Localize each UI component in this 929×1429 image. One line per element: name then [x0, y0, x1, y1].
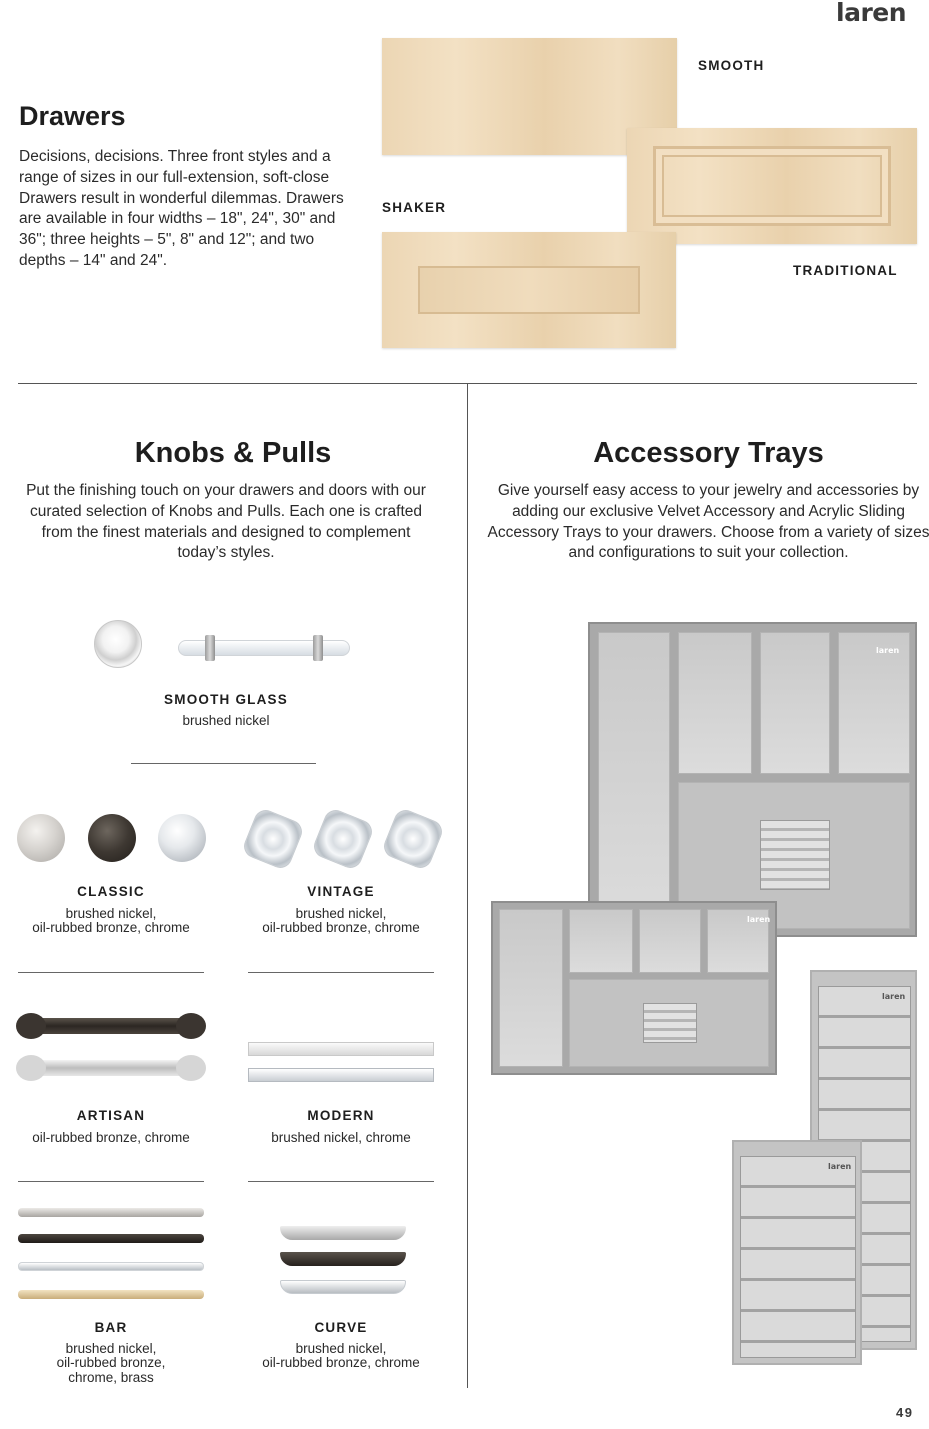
traditional-drawer-front-image [627, 128, 917, 244]
smooth-label: SMOOTH [698, 58, 765, 73]
vintage-finishes-line2: oil-rubbed bronze, chrome [262, 920, 420, 935]
product-divider [131, 763, 316, 764]
product-divider [248, 1181, 434, 1182]
artisan-name: ARTISAN [76, 1108, 146, 1123]
product-divider [248, 972, 434, 973]
large-velvet-tray-image: laren [588, 622, 917, 937]
bar-brass-pull-image [18, 1290, 204, 1299]
artisan-chrome-pull-image [18, 1060, 204, 1076]
vintage-nickel-knob-image [240, 806, 305, 871]
brand-logo: laren [836, 0, 907, 27]
page-number: 49 [896, 1405, 914, 1420]
shaker-label: SHAKER [382, 200, 447, 215]
smooth-glass-pull-image [178, 640, 350, 656]
shaker-drawer-front-image [382, 232, 676, 348]
traditional-label: TRADITIONAL [793, 263, 898, 278]
curve-name: CURVE [314, 1320, 368, 1335]
artisan-bronze-pull-image [18, 1018, 204, 1034]
bar-name: BAR [94, 1320, 128, 1335]
classic-name: CLASSIC [77, 884, 145, 899]
bar-nickel-pull-image [18, 1208, 204, 1217]
bar-finishes-line2: oil-rubbed bronze, [56, 1355, 166, 1370]
curve-finishes-line2: oil-rubbed bronze, chrome [262, 1355, 420, 1370]
modern-finishes: brushed nickel, chrome [271, 1130, 411, 1145]
bar-chrome-pull-image [18, 1262, 204, 1271]
vintage-finishes-line1: brushed nickel, [295, 906, 387, 921]
smooth-glass-finishes: brushed nickel [182, 713, 270, 728]
curve-chrome-pull-image [280, 1280, 406, 1294]
classic-chrome-knob-image [158, 814, 206, 862]
modern-chrome-pull-image [248, 1068, 434, 1082]
bar-finishes-line3: chrome, brass [68, 1370, 154, 1385]
smooth-glass-knob-image [94, 620, 142, 668]
classic-bronze-knob-image [88, 814, 136, 862]
accessory-trays-description: Give yourself easy access to your jewelry and accessories by adding our exclusive Velvet Accessory and Acrylic Sliding Accessory Trays to your drawers. Choose from a variety of sizes and configurations to suit your collection. [487, 482, 929, 562]
accessory-trays-heading: Accessory Trays [593, 437, 824, 469]
bar-bronze-pull-image [18, 1234, 204, 1243]
knobs-pulls-heading: Knobs & Pulls [134, 437, 332, 469]
modern-name: MODERN [307, 1108, 375, 1123]
curve-bronze-pull-image [280, 1252, 406, 1266]
small-acrylic-tray-image: laren [732, 1140, 862, 1365]
classic-finishes-line1: brushed nickel, [65, 906, 157, 921]
knobs-pulls-description: Put the finishing touch on your drawers and doors with our curated selection of Knobs and Pulls. Each one is crafted from the finest materials and designed to complement today’s styles. [26, 482, 426, 562]
curve-finishes-line1: brushed nickel, [295, 1341, 387, 1356]
product-divider [18, 972, 204, 973]
classic-finishes-line2: oil-rubbed bronze, chrome [32, 920, 190, 935]
drawers-description: Decisions, decisions. Three front styles and a range of sizes in our full-extension, soft-close Drawers result in wonderful dilemmas. Drawers are available in four widths – 18", 24", 30" and 36"; three heights – 5", 8" and 12"; and two depths – 14" and 24". [19, 148, 344, 269]
column-divider [467, 383, 468, 1388]
vintage-name: VINTAGE [307, 884, 375, 899]
artisan-finishes: oil-rubbed bronze, chrome [32, 1130, 190, 1145]
curve-nickel-pull-image [280, 1226, 406, 1240]
vintage-chrome-knob-image [380, 806, 445, 871]
vintage-bronze-knob-image [310, 806, 375, 871]
classic-nickel-knob-image [17, 814, 65, 862]
smooth-glass-name: SMOOTH GLASS [164, 692, 288, 707]
medium-velvet-tray-image: laren [491, 901, 777, 1075]
product-divider [18, 1181, 204, 1182]
bar-finishes-line1: brushed nickel, [65, 1341, 157, 1356]
modern-nickel-pull-image [248, 1042, 434, 1056]
tall-acrylic-tray-image: laren [810, 970, 917, 1350]
drawers-heading: Drawers [19, 101, 126, 131]
